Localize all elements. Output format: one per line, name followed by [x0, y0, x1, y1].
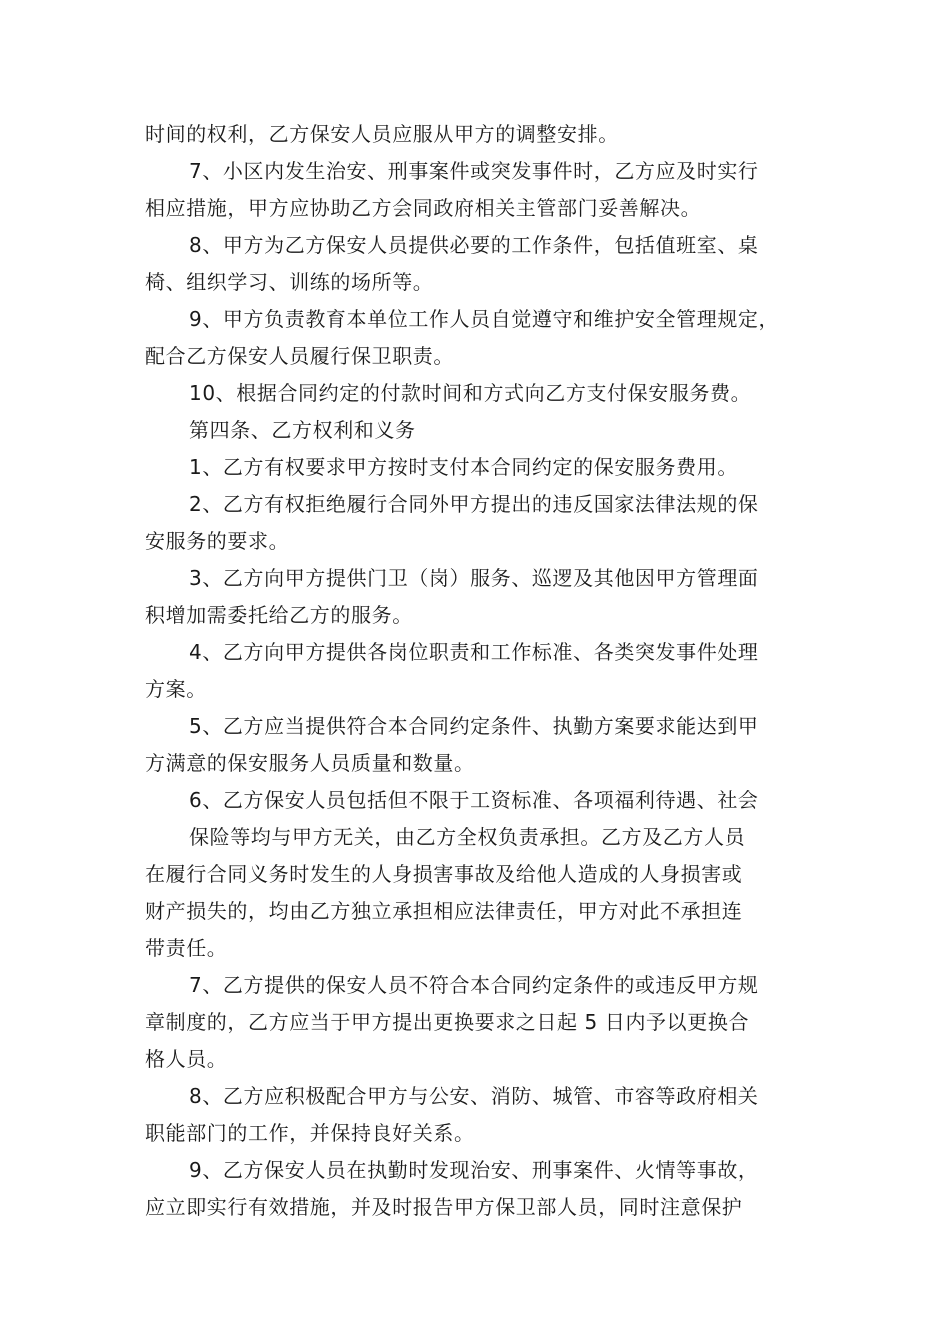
- text-line: 相应措施，甲方应协助乙方会同政府相关主管部门妥善解决。: [145, 196, 702, 220]
- text-line: 在履行合同义务时发生的人身损害事故及给他人造成的人身损害或: [145, 862, 743, 886]
- text-line: 3、乙方向甲方提供门卫（岗）服务、巡逻及其他因甲方管理面: [189, 566, 759, 590]
- text-line: 5、乙方应当提供符合本合同约定条件、执勤方案要求能达到甲: [189, 714, 759, 738]
- text-line: 6、乙方保安人员包括但不限于工资标准、各项福利待遇、社会: [189, 788, 759, 812]
- text-line: 9、乙方保安人员在执勤时发现治安、刑事案件、火情等事故，: [189, 1158, 759, 1182]
- text-line: 职能部门的工作，并保持良好关系。: [145, 1121, 475, 1145]
- text-line: 2、乙方有权拒绝履行合同外甲方提出的违反国家法律法规的保: [189, 492, 759, 516]
- text-line: 7、小区内发生治安、刑事案件或突发事件时，乙方应及时实行: [189, 159, 759, 183]
- section-heading: 第四条、乙方权利和义务: [189, 418, 416, 442]
- text-line: 配合乙方保安人员履行保卫职责。: [145, 344, 454, 368]
- text-line: 8、甲方为乙方保安人员提供必要的工作条件，包括值班室、桌: [189, 233, 759, 257]
- text-line: 积增加需委托给乙方的服务。: [145, 603, 413, 627]
- text-line: 7、乙方提供的保安人员不符合本合同约定条件的或违反甲方规: [189, 973, 759, 997]
- text-line: 1、乙方有权要求甲方按时支付本合同约定的保安服务费用。: [189, 455, 738, 479]
- text-line: 4、乙方向甲方提供各岗位职责和工作标准、各类突发事件处理: [189, 640, 759, 664]
- text-line: 方案。: [145, 677, 207, 701]
- text-line: 章制度的，乙方应当于甲方提出更换要求之日起 5 日内予以更换合: [145, 1010, 750, 1034]
- text-line: 保险等均与甲方无关，由乙方全权负责承担。乙方及乙方人员: [189, 825, 746, 849]
- text-line: 财产损失的，均由乙方独立承担相应法律责任，甲方对此不承担连: [145, 899, 743, 923]
- text-line: 时间的权利，乙方保安人员应服从甲方的调整安排。: [145, 122, 619, 146]
- text-line: 格人员。: [145, 1047, 228, 1071]
- text-line: 方满意的保安服务人员质量和数量。: [145, 751, 475, 775]
- text-line: 10、根据合同约定的付款时间和方式向乙方支付保安服务费。: [189, 381, 752, 405]
- text-line: 应立即实行有效措施，并及时报告甲方保卫部人员，同时注意保护: [145, 1195, 743, 1219]
- text-line: 8、乙方应积极配合甲方与公安、消防、城管、市容等政府相关: [189, 1084, 759, 1108]
- text-line: 9、甲方负责教育本单位工作人员自觉遵守和维护安全管理规定，: [189, 307, 780, 331]
- text-line: 带责任。: [145, 936, 228, 960]
- text-line: 椅、组织学习、训练的场所等。: [145, 270, 434, 294]
- text-line: 安服务的要求。: [145, 529, 290, 553]
